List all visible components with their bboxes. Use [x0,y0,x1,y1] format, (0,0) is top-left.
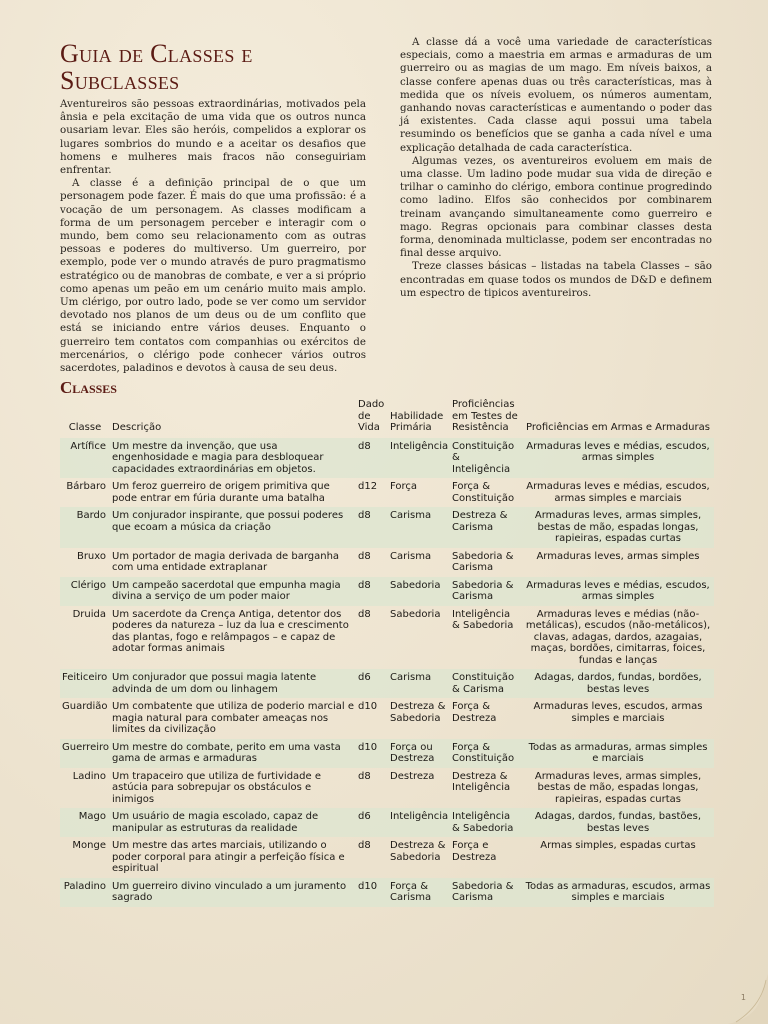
table-row [60,438,714,479]
cell-classe: Mago [78,811,106,822]
intro-paragraph-1: Aventureiros são pessoas extraordinárias, motivados pela ânsia e pela excitação de uma vida que os outros nunca ousariam levar. Eles são heróis, compelidos a explorar os lugares sombrios do mundo e a aceitar os desafios que homens e mulheres mais fracos não conseguiriam enfrentar. [60,98,366,177]
cell-classe: Guardião [62,701,108,712]
classes-table-title: Classes [60,378,117,397]
cell-armas: Armaduras leves e médias, escudos, armas simples [526,579,710,602]
table-row [60,669,714,698]
cell-classe: Paladino [63,880,106,892]
header-habilidade: Habilidade Primária [390,410,444,433]
cell-habilidade: Carisma [390,672,432,683]
table-row [60,577,714,606]
right-paragraph-1: A classe dá a você uma variedade de características especiais, como a maestria em armas e armaduras de um guerreiro ou as magias de um mago. Em níveis baixos, a classe confere apenas duas ou três características, mas à medida que os níveis evoluem, os números aumentam, ganhando novas características e aumentando o poder das já existentes. Cada classe aqui possui uma tabela resumindo os benefícios que se ganha a cada nível e uma explicação detalhada de cada característica. [400,36,712,154]
cell-descricao: Um mestre das artes marciais, utilizando o poder corporal para atingir a perfeição física e espiritual [112,840,345,874]
cell-habilidade: Sabedoria [390,608,441,620]
cell-dado: d10 [358,701,378,712]
cell-armas: Armaduras leves e médias (não-metálicas), escudos (não-metálicos), clavas, adagas, dardos, azagaias, maças, bordões, cimitarras, foices, fundas e lanças [525,608,711,666]
right-paragraph-2: Algumas vezes, os aventureiros evoluem em mais de uma classe. Um ladino pode mudar sua vida de direção e trilhar o caminho do clérigo, embora continue progredindo como ladino. Elfos são conhecidos por combinarem treinam avançando simultaneamente como guerreiro e mago. Regras opcionais para combinar classes desta forma, denominada multiclasse, podem ser encontradas no final desse arquivo. [400,154,712,260]
cell-habilidade: Carisma [390,550,432,562]
cell-dado: d10 [358,880,378,892]
cell-habilidade: Inteligência [390,811,449,822]
cell-resistencia: Sabedoria & Carisma [452,579,514,602]
cell-classe: Bruxo [76,550,106,562]
cell-classe: Bardo [76,510,106,521]
cell-armas: Armaduras leves, armas simples, bestas de mão, espadas longas, rapieiras, espadas curtas [534,770,702,805]
page-title: Guia de Classes e Subclasses [60,39,253,95]
table-row [60,808,714,837]
cell-dado: d8 [358,550,371,562]
header-armas: Proficiências em Armas e Armaduras [526,422,710,433]
cell-armas: Armaduras leves, escudos, armas simples e marciais [533,701,703,724]
cell-descricao: Um sacerdote da Crença Antiga, detentor dos poderes da natureza – luz da lua e crescimento das plantas, fogo e relâmpagos – e capaz de adotar formas animais [112,608,349,654]
cell-habilidade: Inteligência [390,440,449,452]
cell-dado: d10 [358,741,378,753]
table-row [60,548,714,577]
cell-descricao: Um combatente que utiliza de poderio marcial e magia natural para combater ameaças nos limites da civilização [112,701,355,735]
cell-resistencia: Força e Destreza [452,840,497,863]
header-dado: Dado de Vida [358,399,385,433]
cell-resistencia: Sabedoria & Carisma [452,550,514,573]
cell-habilidade: Sabedoria [390,579,441,591]
table-body [60,438,714,907]
cell-habilidade: Força ou Destreza [390,741,435,764]
cell-habilidade: Força & Carisma [390,880,432,903]
header-resistencia: Proficiências em Testes de Resistência [452,399,518,433]
cell-classe: Guerreiro [62,741,110,753]
table-header-row [60,398,714,438]
cell-armas: Adagas, dardos, fundas, bastões, bestas leves [534,811,702,834]
cell-armas: Armaduras leves e médias, escudos, armas simples [526,440,710,463]
left-column [60,40,366,375]
cell-resistencia: Força & Constituição [452,481,515,504]
cell-classe: Clérigo [70,579,106,591]
cell-classe: Ladino [72,770,106,782]
table-row [60,837,714,878]
cell-resistencia: Constituição & Inteligência [452,440,515,475]
classes-table [60,398,714,907]
cell-resistencia: Inteligência & Sabedoria [452,811,514,834]
cell-dado: d8 [358,440,371,452]
table-row [60,606,714,670]
cell-armas: Todas as armaduras, escudos, armas simples e marciais [525,880,711,903]
right-paragraph-3: Treze classes básicas – listadas na tabela Classes – são encontradas em quase todos os mundos de D&D e definem um espectro de tipicos aventureiros. [400,260,712,299]
cell-classe: Druida [72,608,106,620]
cell-armas: Armaduras leves, armas simples [536,550,700,562]
cell-resistencia: Sabedoria & Carisma [452,880,514,903]
cell-descricao: Um campeão sacerdotal que empunha magia divina a serviço de um poder maior [112,579,341,602]
table-row [60,878,714,907]
cell-dado: d8 [358,840,371,851]
cell-resistencia: Força & Constituição [452,741,515,764]
cell-classe: Artífice [70,440,106,452]
cell-classe: Bárbaro [66,481,106,492]
cell-dado: d12 [358,481,378,492]
cell-habilidade: Força [390,481,418,492]
header-classe: Classe [68,422,102,433]
cell-descricao: Um conjurador que possui magia latente advinda de um dom ou linhagem [112,672,317,695]
cell-armas: Armaduras leves e médias, escudos, armas simples e marciais [526,481,710,504]
cell-dado: d6 [358,672,371,683]
cell-descricao: Um conjurador inspirante, que possui poderes que ecoam a música da criação [112,510,344,533]
cell-dado: d8 [358,608,371,620]
table-row [60,507,714,548]
cell-descricao: Um guerreiro divino vinculado a um juramento sagrado [112,880,347,903]
right-column [400,36,712,300]
cell-descricao: Um trapaceiro que utiliza de furtividade e astúcia para sobrepujar os obstáculos e inimigos [112,770,322,805]
cell-descricao: Um mestre do combate, perito em uma vasta gama de armas e armaduras [112,741,341,764]
cell-armas: Adagas, dardos, fundas, bordões, bestas leves [534,672,702,695]
table-row [60,478,714,507]
cell-resistencia: Destreza & Carisma [452,510,508,533]
cell-dado: d8 [358,770,371,782]
cell-armas: Armas simples, espadas curtas [540,840,696,851]
cell-resistencia: Destreza & Inteligência [452,770,511,793]
cell-descricao: Um feroz guerreiro de origem primitiva que pode entrar em fúria durante uma batalha [112,481,330,504]
cell-classe: Monge [72,840,106,851]
cell-habilidade: Destreza [390,770,435,782]
cell-descricao: Um portador de magia derivada de barganha com uma entidade extraplanar [112,550,340,573]
cell-armas: Todas as armaduras, armas simples e marciais [528,741,708,764]
cell-armas: Armaduras leves, armas simples, bestas de mão, espadas longas, rapieiras, espadas curtas [534,510,702,544]
table-row [60,768,714,809]
cell-descricao: Um usuário de magia escolado, capaz de manipular as estruturas da realidade [112,811,319,834]
intro-paragraph-2: A classe é a definição principal de o que um personagem pode fazer. É mais do que uma profissão: é a vocação de um personagem. As classes modificam a forma de um personagem perceber e interagir com o mundo, bem como seu relacionamento com as outras pessoas e poderes do multiverso. Um guerreiro, por exemplo, pode ver o mundo através de puro pragmatismo estratégico ou de manobras de combate, e ver a si próprio como apenas um peão em um cenário muito mais amplo. Um clérigo, por outro lado, pode se ver como um servidor devotado nos planos de um deus ou de um conflito que está se iniciando entre vários deuses. Enquanto o guerreiro tem contatos com companhias ou exércitos de mercenários, o clérigo pode conhecer vários outros sacerdotes, paladinos e devotos à causa de seu deus. [60,177,366,375]
classes-table-wrapper [60,398,714,907]
cell-habilidade: Carisma [390,510,432,521]
cell-resistencia: Inteligência & Sabedoria [452,608,514,631]
cell-dado: d8 [358,510,371,521]
cell-habilidade: Destreza & Sabedoria [390,701,446,724]
cell-habilidade: Destreza & Sabedoria [390,840,446,863]
table-row [60,698,714,739]
header-descricao: Descrição [112,422,162,433]
page-number: 1 [740,993,746,1002]
table-row [60,739,714,768]
cell-descricao: Um mestre da invenção, que usa engenhosidade e magia para desbloquear capacidades extraordinárias em objetos. [112,440,324,475]
page-corner-ornament [728,974,768,1024]
cell-dado: d6 [358,811,371,822]
cell-classe: Feiticeiro [62,672,108,683]
cell-dado: d8 [358,579,371,591]
cell-resistencia: Força & Destreza [452,701,497,724]
cell-resistencia: Constituição & Carisma [452,672,515,695]
